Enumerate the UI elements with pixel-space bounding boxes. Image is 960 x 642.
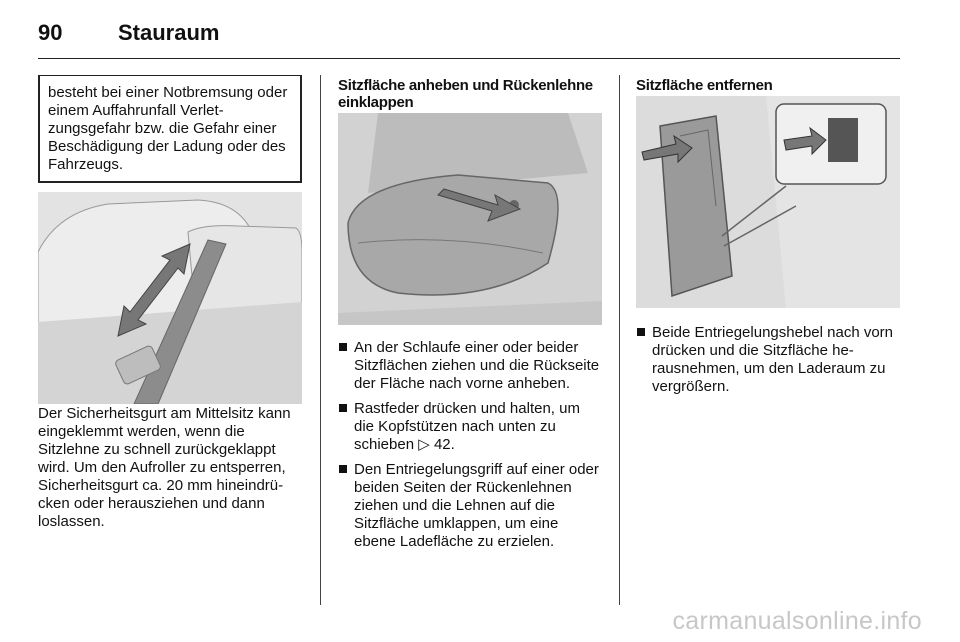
header-divider [38, 58, 900, 59]
watermark: carmanualsonline.info [672, 607, 922, 635]
section-heading-remove-seat: Sitzfläche entfernen [636, 77, 773, 94]
list-item: Beide Entriegelungshebel nach vorn drücken und die Sitzfläche herausnehmen, um den Laderaum zu vergrößern. [636, 324, 900, 396]
page-header [38, 18, 219, 48]
column-divider-1 [320, 75, 321, 605]
bullet-square-icon [339, 465, 347, 473]
list-item: Den Entriegelungsgriff auf einer oder beiden Seiten der Rückenlehnen ziehen und die Lehnen auf die Sitzfläche umklappen, um eine ebene Ladefläche zu erzielen. [338, 461, 602, 551]
page-number: 90 [38, 20, 63, 45]
warning-box: besteht bei einer Notbremsung oder einem Auffahrunfall Verletzungsgefahr bzw. die Gefahr einer Beschädigung der Ladung oder des Fahrzeugs. [38, 75, 302, 183]
remove-seat-steps [636, 324, 900, 396]
seat-removal-illustration [636, 96, 900, 308]
section-heading-raise-seat: Sitzfläche anheben und Rückenlehne einklappen [338, 77, 593, 111]
bullet-square-icon [339, 404, 347, 412]
raise-seat-steps [338, 339, 602, 551]
bullet-square-icon [637, 328, 645, 336]
belt-paragraph: Der Sicherheitsgurt am Mittelsitz kann eingeklemmt werden, wenn die Sitzlehne zu schnell zurückgeklappt wird. Um den Aufroller zu entsperren, Sicherheitsgurt ca. 20 mm hineindrücken oder herausziehen und dann loslassen. [38, 405, 291, 530]
bullet-square-icon [339, 343, 347, 351]
seat-cushion-illustration [338, 113, 602, 325]
page-title: Stauraum [118, 20, 220, 45]
list-item: Rastfeder drücken und halten, um die Kopfstützen nach unten zu schieben ▷ 42. [338, 400, 602, 454]
page-reference-triangle-icon[interactable]: ▷ [418, 436, 430, 453]
column-divider-2 [619, 75, 620, 605]
seat-belt-illustration [38, 192, 302, 404]
list-item: An der Schlaufe einer oder beider Sitzflächen ziehen und die Rückseite der Fläche nach vorne anheben. [338, 339, 602, 393]
page-reference-number[interactable]: 42. [433, 436, 455, 453]
